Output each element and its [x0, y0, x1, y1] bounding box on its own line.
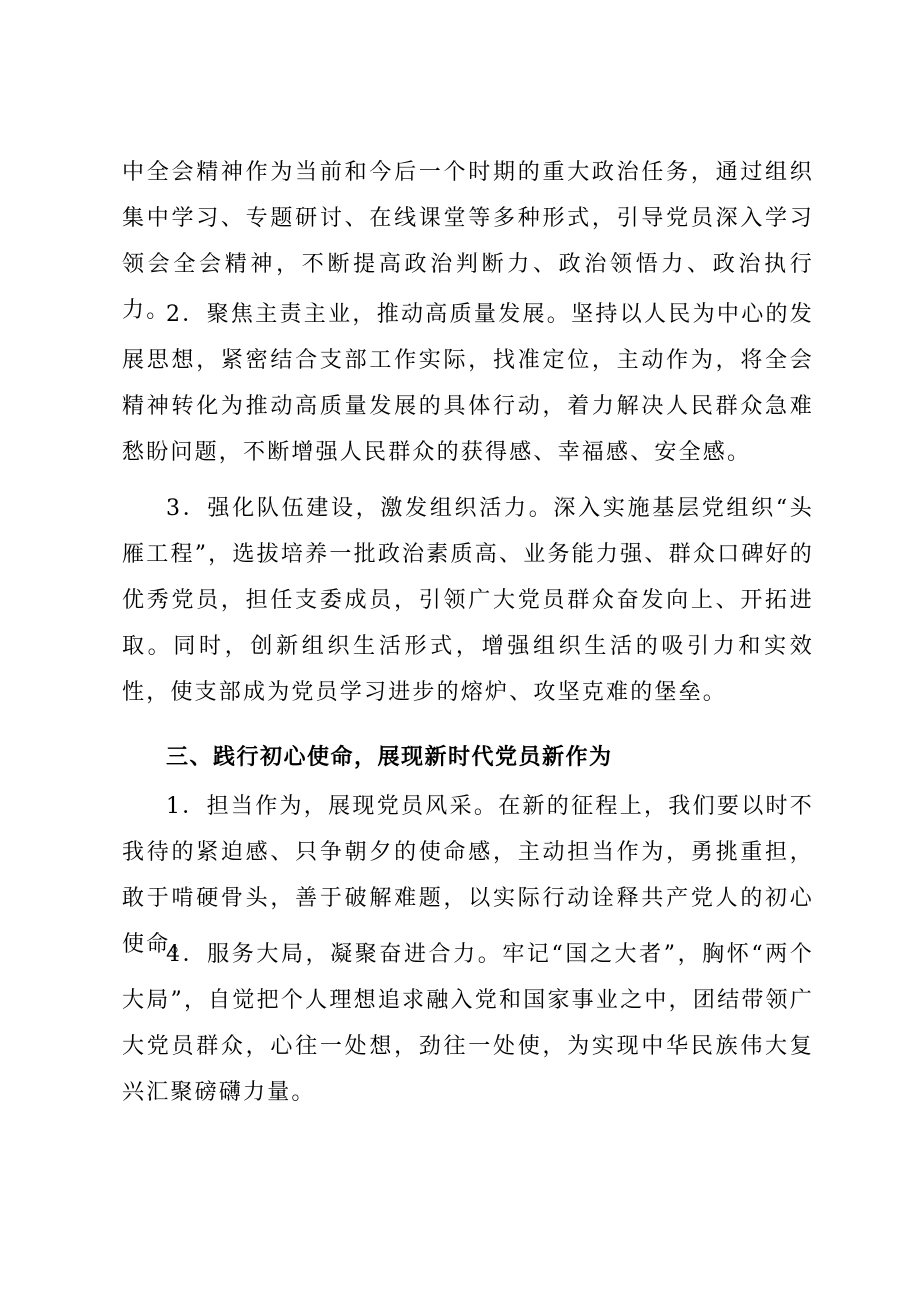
- paragraph-item-3: 3．强化队伍建设，激发组织活力。深入实施基层党组织“头雁工程”，选拔培养一批政治素质高、业务能力强、群众口碑好的优秀党员，担任支委成员，引领广大党员群众奋发向上、开拓进取。同时，创新组织生活形式，增强组织生活的吸引力和实效性，使支部成为党员学习进步的熔炉、攻坚克难的堡垒。: [122, 496, 814, 705]
- paragraph-item-2: 2．聚焦主责主业，推动高质量发展。坚持以人民为中心的发展思想，紧密结合支部工作实际，找准定位，主动作为，将全会精神转化为推动高质量发展的具体行动，着力解决人民群众急难愁盼问题，不断增强人民群众的获得感、幸福感、安全感。: [122, 302, 814, 465]
- section-heading: 三、践行初心使命，展现新时代党员新作为: [166, 744, 613, 770]
- paragraph-continuation: 中全会精神作为当前和今后一个时期的重大政治任务，通过组织集中学习、专题研讨、在线课堂等多种形式，引导党员深入学习领会全会精神，不断提高政治判断力、政治领悟力、政治执行力。: [122, 160, 814, 323]
- section-paragraph-4: 4．服务大局，凝聚奋进合力。牢记“国之大者”，胸怀“两个大局”，自觉把个人理想追求融入党和国家事业之中，团结带领广大党员群众，心往一处想，劲往一处使，为实现中华民族伟大复兴汇聚磅礴力量。: [122, 942, 814, 1105]
- section-paragraph-1: 1．担当作为，展现党员风采。在新的征程上，我们要以时不我待的紧迫感、只争朝夕的使命感，主动担当作为，勇挑重担，敢于啃硬骨头，善于破解难题，以实际行动诠释共产党人的初心使命。: [122, 794, 814, 957]
